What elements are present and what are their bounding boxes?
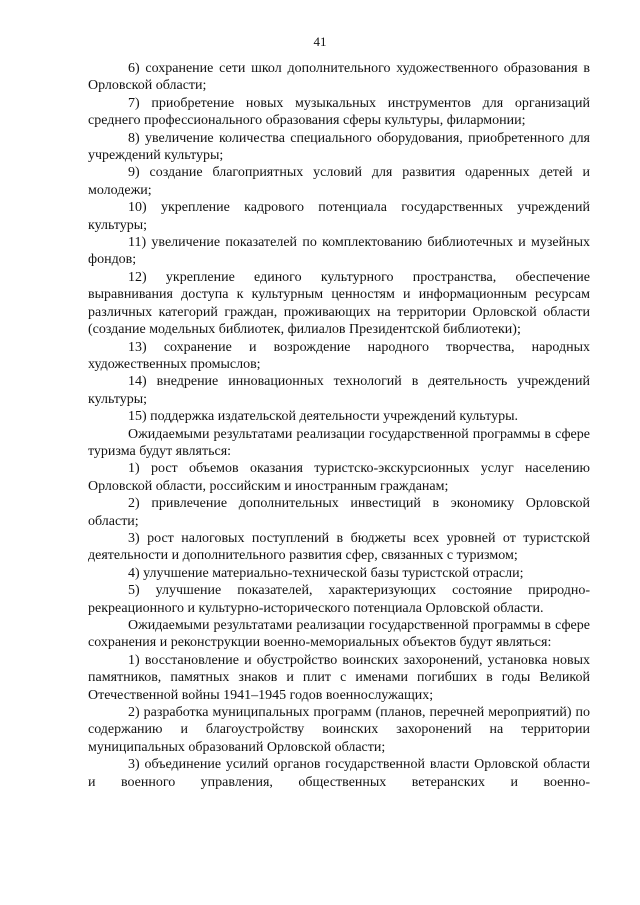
list-item: 13) сохранение и возрождение народного творчества, народных художественных промыслов; [88,339,590,372]
list-item: 9) создание благоприятных условий для развития одаренных детей и молодежи; [88,165,590,198]
list-item: 6) сохранение сети школ дополнительного художественного образования в Орловской области; [88,61,590,94]
list-item: 3) объединение усилий органов государственной власти Орловской области и военного управления, общественных ветеранских и военно- [88,757,590,790]
list-item: 1) восстановление и обустройство воинских захоронений, установка новых памятников, памятных знаков и плит с именами погибших в годы Великой Отечественной войны 1941–1945 годов военнослужащих; [88,652,590,703]
list-item: 2) привлечение дополнительных инвестиций в экономику Орловской области; [88,496,590,529]
section-intro-paragraph: Ожидаемыми результатами реализации государственной программы в сфере сохранения и реконструкции военно-мемориальных объектов будут являться: [88,618,590,651]
list-item: 1) рост объемов оказания туристско-экскурсионных услуг населению Орловской области, российским и иностранным гражданам; [88,461,590,494]
list-item: 7) приобретение новых музыкальных инструментов для организаций среднего профессионального образования сферы культуры, филармонии; [88,95,590,129]
list-item: 14) внедрение инновационных технологий в деятельность учреждений культуры; [88,374,590,407]
list-item: 12) укрепление единого культурного пространства, обеспечение выравнивания доступа к культурным ценностям и информационным ресурсам различных категорий граждан, проживающих на территории Орловской области (создание модельных библиотек, филиалов Президентской библиотеки); [88,269,590,338]
list-item: 3) рост налоговых поступлений в бюджеты всех уровней от туристской деятельности и дополнительного развития сфер, связанных с туризмом; [88,530,590,564]
list-item: 11) увеличение показателей по комплектованию библиотечных и музейных фондов; [88,235,590,268]
list-item: 4) улучшение материально-технической базы туристской отрасли; [128,565,524,581]
list-item: 2) разработка муниципальных программ (планов, перечней мероприятий) по содержанию и благоустройству воинских захоронений на территории муниципальных образований Орловской области; [88,705,590,755]
list-item: 8) увеличение количества специального оборудования, приобретенного для учреждений культуры; [88,130,590,164]
section-intro-paragraph: Ожидаемыми результатами реализации государственной программы в сфере туризма будут являться: [88,426,590,459]
list-item: 15) поддержка издательской деятельности учреждений культуры. [128,409,518,425]
list-item: 10) укрепление кадрового потенциала государственных учреждений культуры; [88,200,590,233]
page-number: 41 [313,34,327,49]
document-body [88,60,590,791]
list-item: 5) улучшение показателей, характеризующих состояние природно-рекреационного и культурно-исторического потенциала Орловской области. [88,583,590,616]
